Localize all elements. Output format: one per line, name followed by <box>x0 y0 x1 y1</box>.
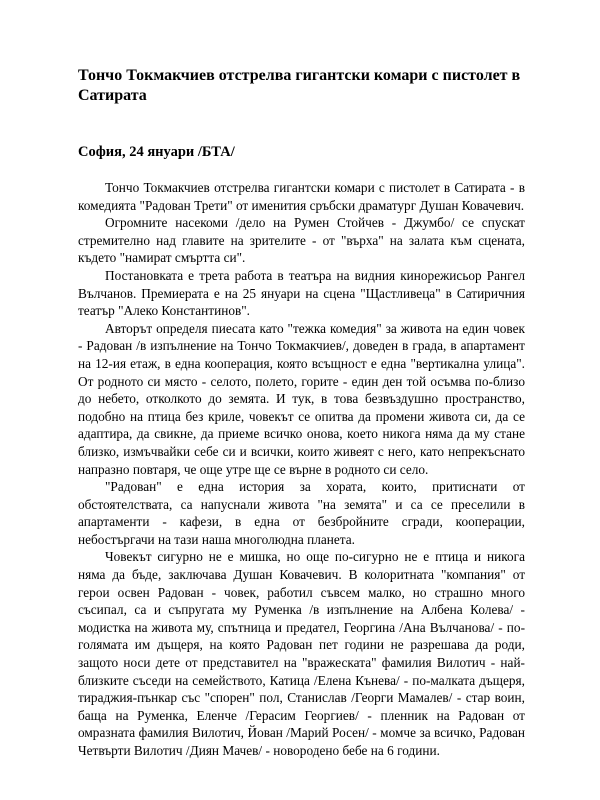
article-paragraph: Огромните насекоми /дело на Румен Стойчев - Джумбо/ се спускат стремително над главите на зрителите - от "върха" на залата към сцената, където "намират смъртта си". <box>78 215 525 266</box>
article-paragraph: Тончо Токмакчиев отстрелва гигантски комари с пистолет в Сатирата - в комедията "Радован Трети" от именития сръбски драматург Душан Ковачевич. <box>78 180 525 213</box>
article-headline: Тончо Токмакчиев отстрелва гигантски комари с пистолет в Сатирата <box>78 67 521 104</box>
article-body <box>78 179 525 760</box>
document-page <box>78 66 525 760</box>
article-paragraph: "Радован" е една история за хората, които, притиснати от обстоятелствата, са напуснали живота "на земята" и са се преселили в апартаменти - кафези, в една от безбройните сгради, кооперации, небостъргачи на тази наша многолюдна планета. <box>78 479 525 547</box>
article-paragraph: Авторът определя пиесата като "тежка комедия" за живота на един човек - Радован /в изпълнение на Тончо Токмакчиев/, доведен в града, в апартамент на 12-ия етаж, в една кооперация, която всъщност е една "вертикална улица". От родното си място - селото, полето, горите - един ден той осъмва по-близо до небето, отколкото до земята. И тук, в това безвъздушно пространство, подобно на птица без криле, човекът се опитва да промени живота си, да се адаптира, да свикне, да приеме всичко онова, което никога няма да му стане близко, измъчвайки себе си и всички, които живеят с него, като непрекъснато напразно повтаря, че още утре ще се върне в родното си село. <box>78 320 525 477</box>
article-paragraph: Човекът сигурно не е мишка, но още по-сигурно не е птица и никога няма да бъде, заключава Душан Ковачевич. В колоритната "компания" от герои освен Радован - човек, работил съвсем малко, но страшно много съсипал, са и съпругата му Руменка /в изпълнение на Албена Колева/ - модистка на живота му, спътница и предател, Георгина /Ана Вълчанова/ - по-голямата им дъщеря, на която Радован пет години не разрешава да роди, защото носи дете от представител на "вражеската" фамилия Вилотич - най-близките съседи на семейството, Катица /Елена Кънева/ - по-малката дъщеря, тираджия-пънкар със "спорен" пол, Станислав /Георги Мамалев/ - стар воин, баща на Руменка, Еленче /Герасим Георгиев/ - пленник на Радован от омразната фамилия Вилотич, Йован /Марий Росен/ - момче за всичко, Радован Четвърти Вилотич /Диян Мачев/ - новородено бебе на 6 години. <box>78 549 525 758</box>
article-paragraph: Постановката е трета работа в театъра на видния кинорежисьор Рангел Вълчанов. Премиерата е на 25 януари на сцена "Щастливеца" в Сатиричния театър "Алеко Константинов". <box>78 267 525 319</box>
article-dateline: София, 24 януари /БТА/ <box>78 144 235 160</box>
